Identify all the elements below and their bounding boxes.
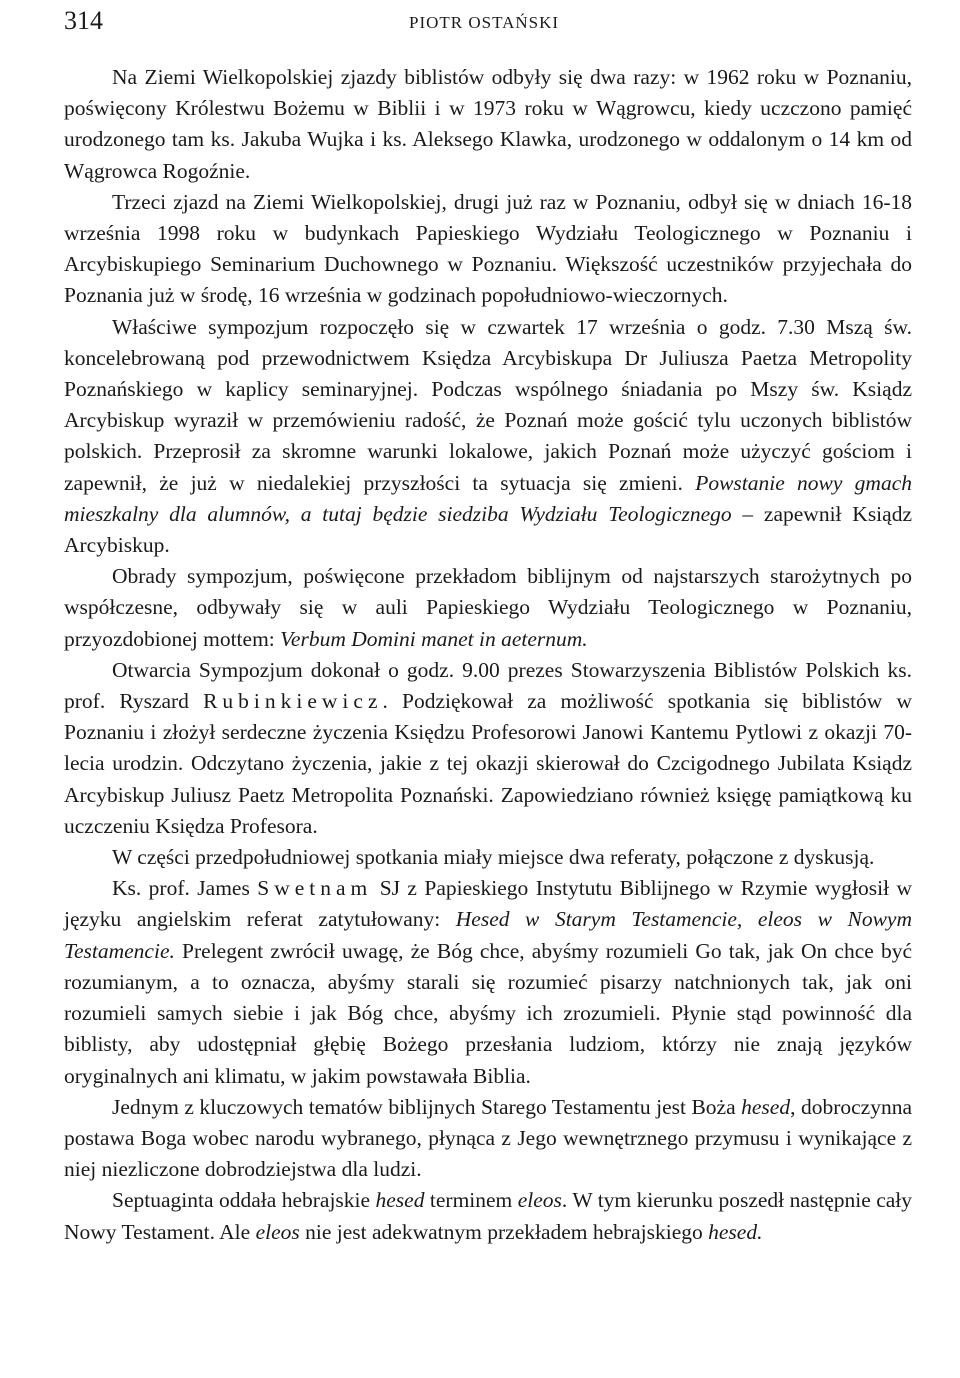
text-segment: W części przedpołudniowej spotkania miały miejsce dwa referaty, połączone z dyskusją. bbox=[112, 845, 875, 870]
page-number: 314 bbox=[64, 6, 103, 35]
text-segment: . Podziękował za możliwość spotkania się biblistów w Poznaniu i złożył serdeczne życzenia Księdzu Profesorowi Janowi Kantemu Pytlowi z okazji 70-lecia urodzin. Odczytano życzenia, jakie z tej okazji skierował do Czcigodnego Jubilata Ksiądz Arcybiskup Juliusz Paetz Metropolita Poznański. Zapowiedziano również księgę pamiątkową ku uczczeniu Księdza Profesora. bbox=[64, 689, 912, 838]
italic-text: Hesed w Starym Testamencie, eleos w Nowym Testamencie. bbox=[64, 907, 912, 963]
page-header bbox=[64, 4, 912, 44]
text-segment: , dobroczynna postawa Boga wobec narodu wybranego, płynąca z Jego wewnętrznego przymusu i wynikające z niej niezliczone dobrodziejstwa dla ludzi. bbox=[64, 1094, 912, 1182]
paragraph bbox=[64, 1092, 912, 1186]
text-segment: Właściwe sympozjum rozpoczęło się w czwartek 17 września o godz. 7.30 Mszą św. koncelebrowaną pod przewodnictwem Księdza Arcybiskupa Dr Juliusza Paetza Metropolity Poznańskiego w kaplicy seminaryjnej. Podczas wspólnego śniadania po Mszy św. Ksiądz Arcybiskup wyraził w przemówieniu radość, że Poznań może gościć tylu uczonych biblistów polskich. Przeprosił za skromne warunki lokalowe, jakich Poznań może użyczyć gościom i zapewnił, że już w niedalekiej przyszłości ta sytuacja się zmieni. bbox=[64, 314, 912, 495]
italic-text: Verbum Domini manet in aeternum. bbox=[280, 626, 588, 651]
text-segment: Ks. prof. James bbox=[112, 876, 258, 901]
text-segment: Otwarcia Sympozjum dokonał o godz. 9.00 prezes Stowarzyszenia Biblistów Polskich ks. prof. Ryszard bbox=[64, 657, 912, 714]
text-segment: Obrady sympozjum, poświęcone przekładom biblijnym od najstarszych starożytnych po współczesne, odbywały się w auli Papieskiego Wydziału Teologicznego w Poznaniu, przyozdobionej mottem: bbox=[64, 564, 912, 651]
text-segment: Trzeci zjazd na Ziemi Wielkopolskiej, drugi już raz w Poznaniu, odbył się w dniach 16-18 września 1998 roku w budynkach Papieskiego Wydziału Teologicznego w Poznaniu i Arcybiskupiego Seminarium Duchownego w Poznaniu. Większość uczestników przyjechała do Poznania już w środę, 16 września w godzinach popołudniowo-wieczornych. bbox=[64, 189, 912, 308]
text-segment: SJ z Papieskiego Instytutu Biblijnego w Rzymie wygłosił w języku angielskim referat zatytułowany: bbox=[64, 876, 912, 932]
text-segment: Jednym z kluczowych tematów biblijnych Starego Testamentu jest Boża bbox=[112, 1094, 742, 1119]
paragraph bbox=[64, 873, 912, 1091]
italic-text: hesed bbox=[375, 1188, 425, 1213]
text-segment: nie jest adekwatnym przekładem hebrajskiego bbox=[299, 1219, 709, 1244]
italic-text: Powstanie nowy gmach mieszkalny dla alumnów, a tutaj będzie siedziba Wydziału Teologicznego bbox=[64, 470, 912, 526]
text-segment: Septuaginta oddała hebrajskie bbox=[112, 1188, 376, 1213]
paragraph bbox=[64, 187, 912, 312]
text-segment: – zapewnił Ksiądz Arcybiskup. bbox=[64, 501, 912, 558]
italic-text: eleos bbox=[255, 1219, 300, 1244]
paragraph bbox=[64, 561, 912, 655]
paragraph bbox=[64, 1185, 912, 1247]
text-segment: Na Ziemi Wielkopolskiej zjazdy biblistów odbyły się dwa razy: w 1962 roku w Poznaniu, poświęcony Królestwu Bożemu w Biblii i w 1973 roku w Wągrowcu, kiedy uczczono pamięć urodzonego tam ks. Jakuba Wujka i ks. Aleksego Klawka, urodzonego w oddalonym o 14 km od Wągrowca Rogoźnie. bbox=[64, 65, 912, 183]
running-head: PIOTR OSTAŃSKI bbox=[409, 13, 560, 32]
text-segment: terminem bbox=[424, 1188, 518, 1213]
paragraph bbox=[64, 312, 912, 562]
italic-text: hesed bbox=[741, 1094, 791, 1119]
paragraph bbox=[64, 842, 912, 873]
spaced-name: Swetnam bbox=[257, 876, 373, 901]
paragraph bbox=[64, 62, 912, 187]
italic-text: hesed. bbox=[708, 1219, 763, 1244]
spaced-name: Rubinkiewicz bbox=[203, 689, 383, 714]
text-segment: Prelegent zwrócił uwagę, że Bóg chce, abyśmy rozumieli Go tak, jak On chce być rozumianym, a to oznacza, abyśmy starali się rozumieć pisarzy natchnionych tak, jak oni rozumieli samych siebie i jak Bóg chce, abyśmy ich zrozumieli. Płynie stąd powinność dla biblisty, aby udostępniał głębię Bożego przesłania ludziom, którzy nie znają języków oryginalnych ani klimatu, w jakim powstawała Biblia. bbox=[64, 938, 912, 1088]
paragraph bbox=[64, 655, 912, 842]
italic-text: eleos bbox=[517, 1188, 562, 1213]
body-text bbox=[64, 62, 912, 1248]
text-segment: . W tym kierunku poszedł następnie cały Nowy Testament. Ale bbox=[64, 1188, 913, 1244]
